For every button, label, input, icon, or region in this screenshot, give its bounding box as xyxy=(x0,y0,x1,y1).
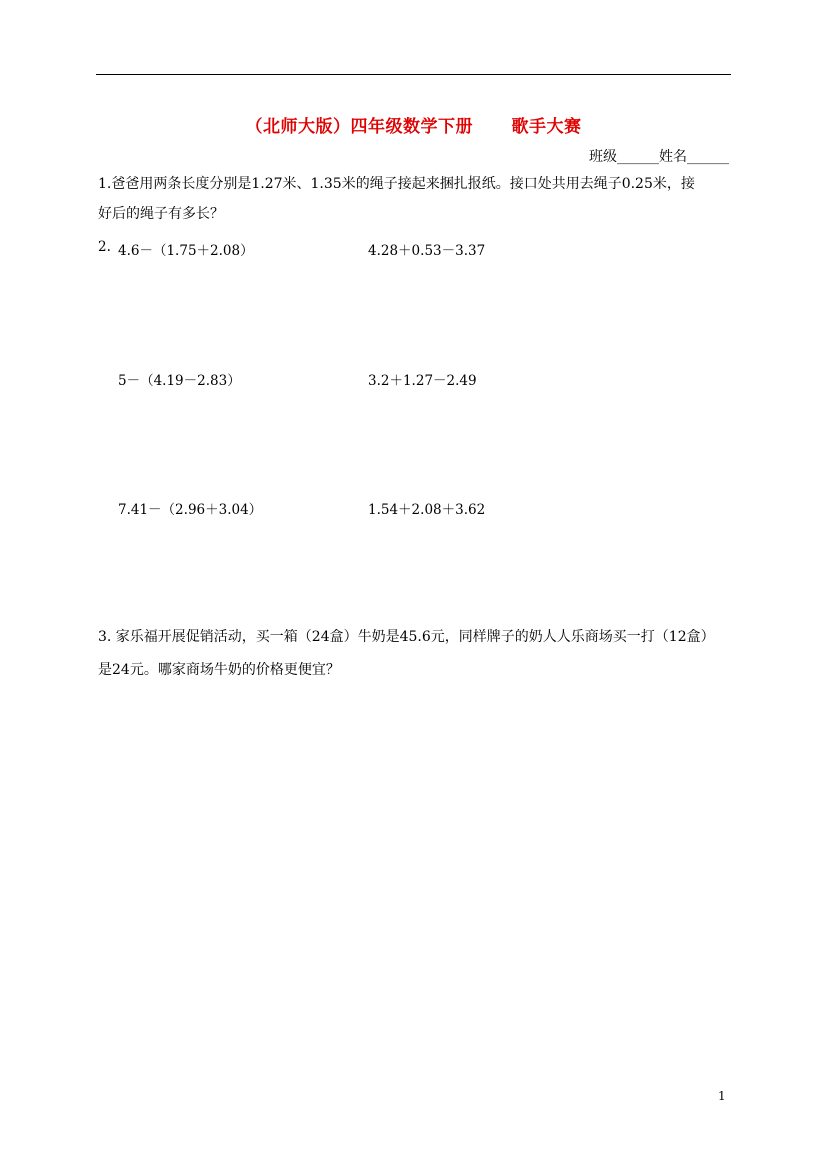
question-2-label: 2. xyxy=(98,239,111,255)
expression-5: 7.41－（2.96＋3.04） xyxy=(118,502,263,518)
question-3-line-1: 3. 家乐福开展促销活动，买一箱（24盒）牛奶是45.6元，同样牌子的奶人人乐商场买一打（12盒） xyxy=(98,629,715,645)
header-rule xyxy=(96,74,731,75)
expression-2: 4.28＋0.53－3.37 xyxy=(368,243,486,259)
question-3-line-2: 是24元。哪家商场牛奶的价格更便宜？ xyxy=(98,662,340,678)
question-1-line-1: 1.爸爸用两条长度分别是1.27米、1.35米的绳子接起来捆扎报纸。接口处共用去绳子0.25米，接 xyxy=(98,176,695,192)
page-number: 1 xyxy=(718,1089,726,1103)
expression-1: 4.6－（1.75＋2.08） xyxy=(118,243,254,259)
expression-6: 1.54＋2.08＋3.62 xyxy=(368,502,486,518)
class-name-line: 班级______姓名______ xyxy=(589,149,729,165)
page-title: （北师大版）四年级数学下册 歌手大赛 xyxy=(245,117,582,137)
question-1-line-2: 好后的绳子有多长？ xyxy=(98,206,224,222)
expression-3: 5－（4.19－2.83） xyxy=(118,373,241,389)
expression-4: 3.2＋1.27－2.49 xyxy=(368,373,477,389)
